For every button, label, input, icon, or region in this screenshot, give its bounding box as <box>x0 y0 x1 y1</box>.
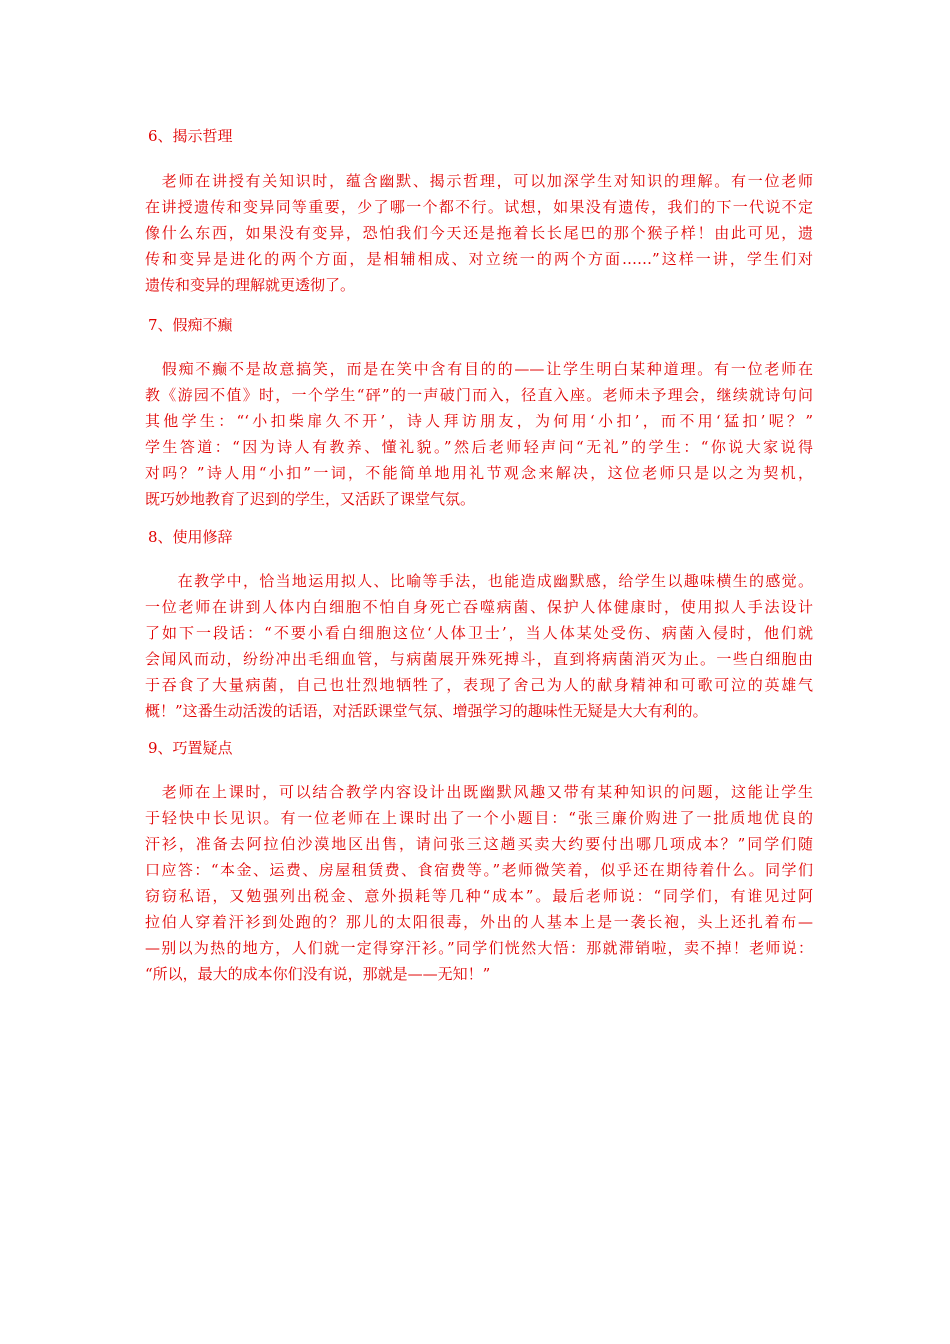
section-heading-9: 9、巧置疑点 <box>148 739 233 757</box>
paragraph-line: 老师在讲授有关知识时，蕴含幽默、揭示哲理，可以加深学生对知识的理解。有一位老师 <box>145 172 813 190</box>
paragraph-line: 老师在上课时，可以结合教学内容设计出既幽默风趣又带有某种知识的问题，这能让学生 <box>145 783 813 801</box>
paragraph-line: 传和变异是进化的两个方面，是相辅相成、对立统一的两个方面……”这样一讲，学生们对 <box>145 250 813 268</box>
section-paragraph-7 <box>145 356 813 512</box>
paragraph-line: 在讲授遗传和变异同等重要，少了哪一个都不行。试想，如果没有遗传，我们的下一代说不定 <box>145 198 813 216</box>
paragraph-line: 拉伯人穿着汗衫到处跑的？那儿的太阳很毒，外出的人基本上是一袭长袍，头上还扎着布— <box>145 913 813 931</box>
paragraph-line: 其他学生：“‘小扣柴扉久不开’，诗人拜访朋友，为何用‘小扣’，而不用‘猛扣’呢？” <box>145 412 813 430</box>
section-paragraph-9 <box>145 779 813 987</box>
paragraph-line: 会闻风而动，纷纷冲出毛细血管，与病菌展开殊死搏斗，直到将病菌消灭为止。一些白细胞由 <box>145 650 813 668</box>
paragraph-line: 在教学中，恰当地运用拟人、比喻等手法，也能造成幽默感，给学生以趣味横生的感觉。 <box>145 572 813 590</box>
paragraph-line: 教《游园不值》时，一个学生“砰”的一声破门而入，径直入座。老师未予理会，继续就诗句问 <box>145 386 813 404</box>
paragraph-line: “所以，最大的成本你们没有说，那就是——无知！” <box>145 965 491 983</box>
section-heading-7: 7、假痴不癫 <box>148 316 233 334</box>
section-heading-8: 8、使用修辞 <box>148 528 233 546</box>
paragraph-line: —别以为热的地方，人们就一定得穿汗衫。”同学们恍然大悟：那就滞销啦，卖不掉！老师说： <box>145 939 813 957</box>
paragraph-line: 假痴不癫不是故意搞笑，而是在笑中含有目的的——让学生明白某种道理。有一位老师在 <box>145 360 813 378</box>
paragraph-line: 像什么东西，如果没有变异，恐怕我们今天还是拖着长长尾巴的那个猴子样！由此可见，遗 <box>145 224 813 242</box>
section-heading-6: 6、揭示哲理 <box>148 127 233 145</box>
paragraph-line: 口应答：“本金、运费、房屋租赁费、食宿费等。”老师微笑着，似乎还在期待着什么。同学们 <box>145 861 813 879</box>
section-paragraph-6 <box>145 168 813 298</box>
paragraph-line: 概！”这番生动活泼的话语，对活跃课堂气氛、增强学习的趣味性无疑是大大有利的。 <box>145 702 708 720</box>
paragraph-line: 遗传和变异的理解就更透彻了。 <box>145 276 356 294</box>
paragraph-line: 一位老师在讲到人体内白细胞不怕自身死亡吞噬病菌、保护人体健康时，使用拟人手法设计 <box>145 598 813 616</box>
paragraph-line: 对吗？”诗人用“小扣”一词，不能简单地用礼节观念来解决，这位老师只是以之为契机， <box>145 464 813 482</box>
paragraph-line: 了如下一段话：“不要小看白细胞这位‘人体卫士’，当人体某处受伤、病菌入侵时，他们就 <box>145 624 813 642</box>
paragraph-line: 于吞食了大量病菌，自己也壮烈地牺牲了，表现了舍己为人的献身精神和可歌可泣的英雄气 <box>145 676 813 694</box>
section-paragraph-8 <box>145 568 813 724</box>
paragraph-line: 窃窃私语，又勉强列出税金、意外损耗等几种“成本”。最后老师说：“同学们，有谁见过阿 <box>145 887 813 905</box>
paragraph-line: 既巧妙地教育了迟到的学生，又活跃了课堂气氛。 <box>145 490 476 508</box>
paragraph-line: 汗衫，准备去阿拉伯沙漠地区出售，请问张三这趟买卖大约要付出哪几项成本？”同学们随 <box>145 835 813 853</box>
paragraph-line: 学生答道：“因为诗人有教养、懂礼貌。”然后老师轻声问“无礼”的学生：“你说大家说得 <box>145 438 813 456</box>
paragraph-line: 于轻快中长见识。有一位老师在上课时出了一个小题目：“张三廉价购进了一批质地优良的 <box>145 809 813 827</box>
